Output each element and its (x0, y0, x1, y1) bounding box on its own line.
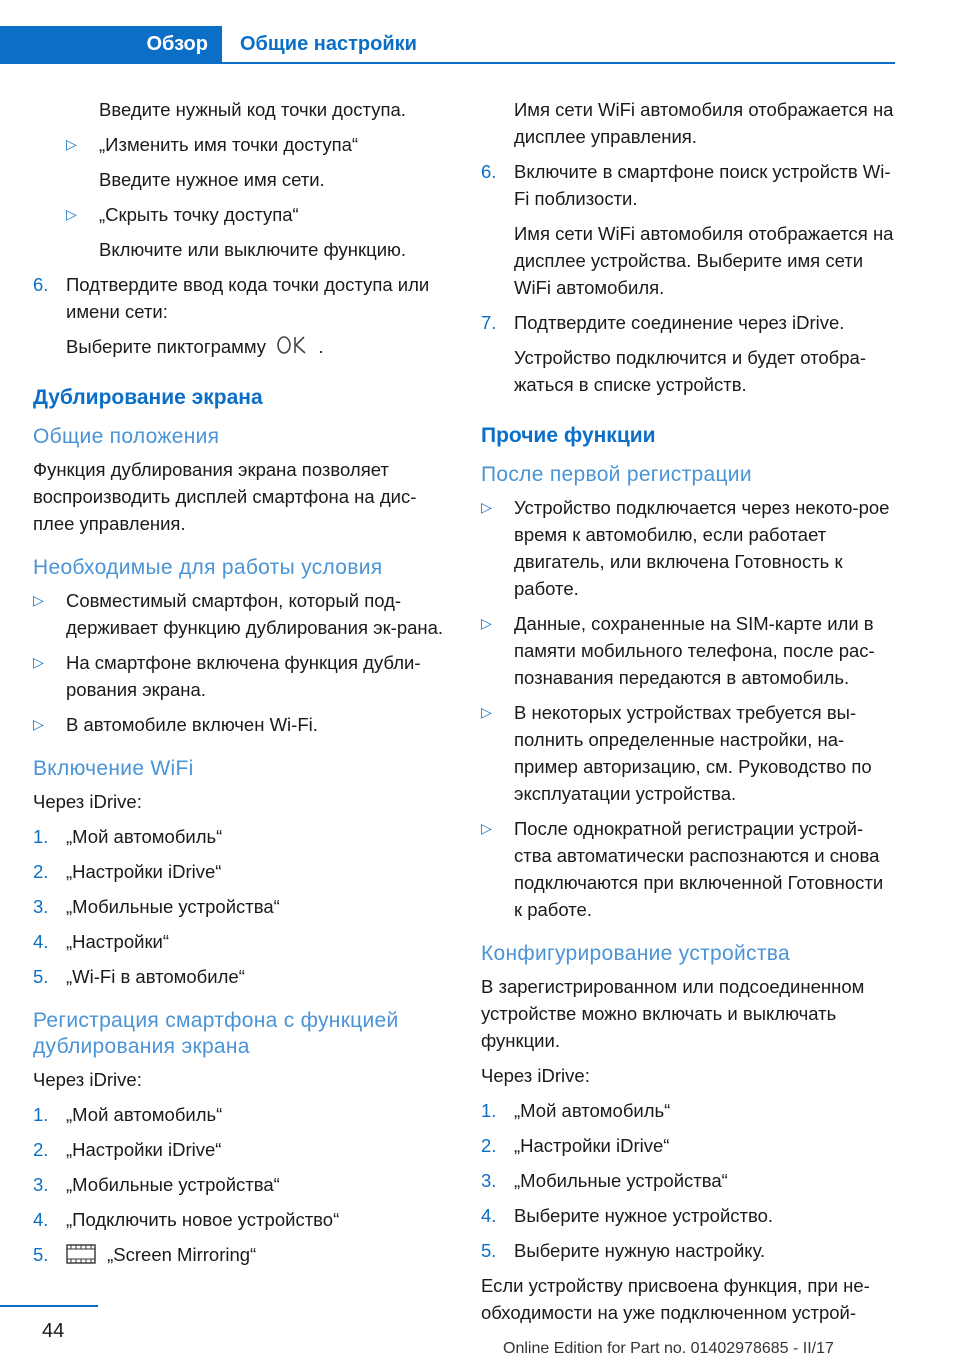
list-item: ▷ Устройство подключается через некото-рое время к автомобилю, если работает двигатель, или включена Готовность к работе. (481, 494, 896, 602)
step-item: 5. „Screen Mirroring“ (33, 1244, 257, 1265)
step-item: 1. „Мой автомобиль“ (33, 826, 223, 847)
list-item: ▷ Совместимый смартфон, который под-держивает функцию дублирования эк-рана. (33, 587, 445, 641)
step-sub-text: Устройство подключится и будет отобра-жаться в списке устройств. (514, 347, 866, 395)
list-item-desc: Введите нужное имя сети. (99, 169, 325, 190)
list-item: ▷ „Изменить имя точки доступа“ (33, 131, 445, 158)
step-item: 2. „Настройки iDrive“ (481, 1135, 670, 1156)
step-item: 5. „Wi-Fi в автомобиле“ (33, 966, 245, 987)
edition-text: Online Edition for Part no. 01402978685 - II/17 (503, 1340, 834, 1357)
right-column (481, 96, 896, 1334)
step-item: 3. „Мобильные устройства“ (481, 1170, 728, 1191)
page-header (0, 26, 895, 64)
tab-general-settings[interactable]: Общие настройки (240, 33, 417, 55)
via-idrive-text: Через iDrive: (33, 1069, 142, 1090)
via-idrive-text: Через iDrive: (33, 791, 142, 812)
screen-mirroring-icon (66, 1244, 96, 1264)
triangle-bullet-icon: ▷ (66, 136, 77, 152)
config-text: В зарегистрированном или подсоединенном устройстве можно включать и выключать функции. (481, 976, 865, 1051)
step-item: 3. „Мобильные устройства“ (33, 896, 280, 917)
triangle-bullet-icon: ▷ (481, 499, 492, 515)
list-item: ▷ В автомобиле включен Wi-Fi. (33, 711, 445, 738)
list-item: ▷ После однократной регистрации устрой-ства автоматически распознаются и снова подключаются при включенной Готовности к работе. (481, 815, 896, 923)
step-item: 3. „Мобильные устройства“ (33, 1174, 280, 1195)
tab-overview[interactable]: Обзор (0, 26, 222, 62)
list-item: ▷ „Скрыть точку доступа“ (33, 201, 445, 228)
triangle-bullet-icon: ▷ (481, 704, 492, 720)
step-item: 4. Выберите нужное устройство. (481, 1205, 774, 1226)
triangle-bullet-icon: ▷ (33, 716, 44, 732)
step-item: 6. Включите в смартфоне поиск устройств Wi-Fi поблизости. (481, 161, 891, 209)
section-title-mirroring: Дублирование экрана (33, 386, 263, 409)
subsection-title-config: Конфигурирование устройства (481, 942, 790, 965)
general-text: Функция дублирования экрана позволяет воспроизводить дисплей смартфона на дис-плее управления. (33, 459, 417, 534)
network-name-text: Имя сети WiFi автомобиля отображается на дисплее управления. (514, 99, 894, 147)
list-item: ▷ На смартфоне включена функция дубли-рования экрана. (33, 649, 445, 703)
step-item: 7. Подтвердите соединение через iDrive. (481, 312, 845, 333)
section-title-other: Прочие функции (481, 424, 656, 447)
step-item: 4. „Настройки“ (33, 931, 170, 952)
footer-divider (0, 1305, 98, 1307)
subsection-title-after-registration: После первой регистрации (481, 463, 752, 486)
subsection-title-requirements: Необходимые для работы условия (33, 556, 383, 579)
step-item: 2. „Настройки iDrive“ (33, 1139, 222, 1160)
step-item: 2. „Настройки iDrive“ (33, 861, 222, 882)
step-sub-text: Имя сети WiFi автомобиля отображается на дисплее устройства. Выберите имя сети WiFi автомобиля. (514, 223, 894, 298)
triangle-bullet-icon: ▷ (66, 206, 77, 222)
page-number: 44 (42, 1320, 65, 1342)
triangle-bullet-icon: ▷ (33, 592, 44, 608)
left-column (33, 96, 445, 1276)
step-item: 6. Подтвердите ввод кода точки доступа или имени сети: (33, 274, 430, 322)
step-sub-text: Выберите пиктограмму . (66, 336, 324, 357)
list-item-desc: Включите или выключите функцию. (99, 239, 407, 260)
step-item: 1. „Мой автомобиль“ (33, 1104, 223, 1125)
subsection-title-general: Общие положения (33, 425, 220, 448)
list-item: ▷ В некоторых устройствах требуется вы-полнить определенные настройки, на-пример авторизацию, см. Руководство по эксплуатации устройства. (481, 699, 896, 807)
config-end-text: Если устройству присвоена функция, при не-обходимости на уже подключенном устрой- (481, 1275, 870, 1323)
step-item: 5. Выберите нужную настройку. (481, 1240, 766, 1261)
step-item: 4. „Подключить новое устройство“ (33, 1209, 340, 1230)
subsection-title-register: Регистрация смартфона с функцией дублирования экрана (33, 1009, 399, 1058)
access-code-text: Введите нужный код точки доступа. (99, 99, 406, 120)
step-item: 1. „Мой автомобиль“ (481, 1100, 671, 1121)
triangle-bullet-icon: ▷ (481, 615, 492, 631)
subsection-title-wifi: Включение WiFi (33, 757, 194, 780)
triangle-bullet-icon: ▷ (33, 654, 44, 670)
triangle-bullet-icon: ▷ (481, 820, 492, 836)
via-idrive-text: Через iDrive: (481, 1065, 590, 1086)
list-item: ▷ Данные, сохраненные на SIM-карте или в памяти мобильного телефона, после рас-познавания передаются в автомобиль. (481, 610, 896, 691)
ok-icon (275, 334, 309, 356)
